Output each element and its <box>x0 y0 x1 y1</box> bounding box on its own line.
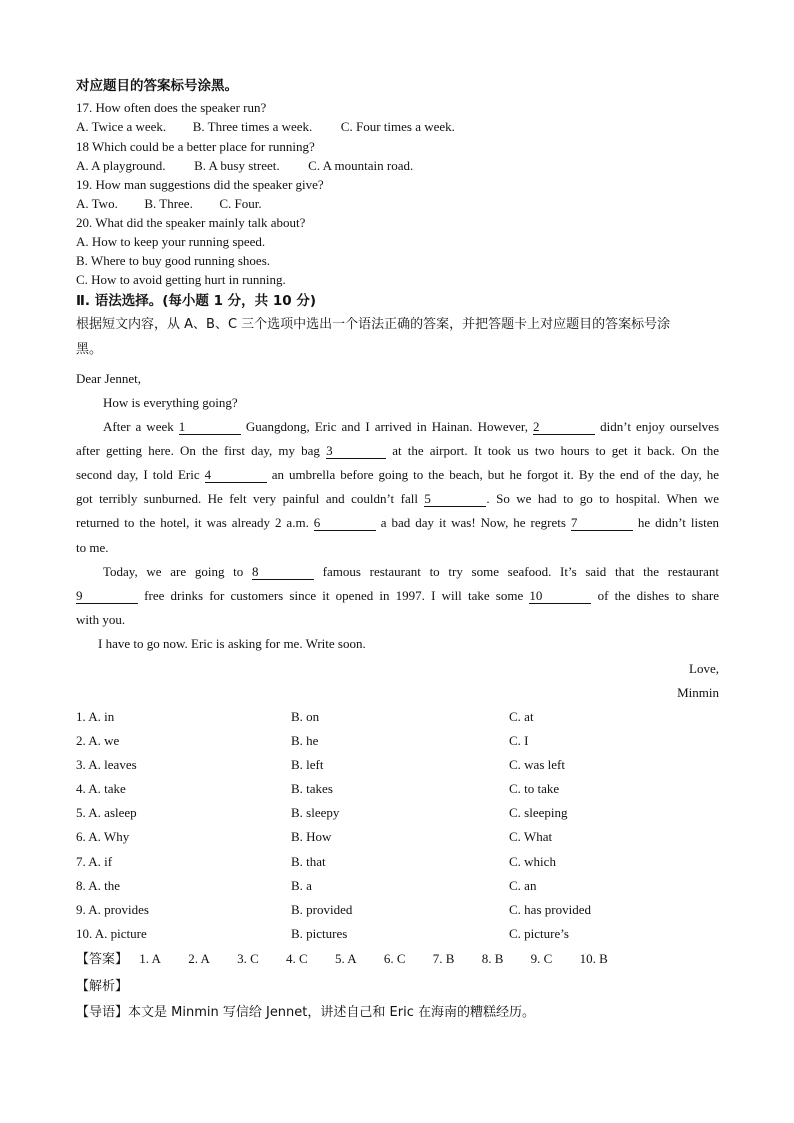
option-row-6-c: C. What <box>509 829 553 844</box>
option-row-8-c: C. an <box>509 878 537 893</box>
option-row-9-a: 9. A. provides <box>76 902 149 917</box>
option-row-8-a: 8. A. the <box>76 878 121 893</box>
analysis-label: 【解析】 <box>76 979 129 994</box>
answer: 5. A <box>334 951 357 966</box>
option-row-1-a: 1. A. in <box>76 709 115 724</box>
option-row-4-c: C. to take <box>509 781 560 796</box>
letter-line: second day, I told Eric 4 an umbrella before going to the beach, but he forgot it. By the end of the day, he <box>76 467 720 482</box>
answer: 1. A <box>139 951 161 966</box>
question-20: 20. What did the speaker mainly talk about? <box>76 215 306 230</box>
top-instruction: 对应题目的答案标号涂黑。 <box>76 78 238 94</box>
letter-paragraph-3: I have to go now. Eric is asking for me. Write soon. <box>98 636 366 651</box>
answer-label: 【答案】 <box>76 952 129 967</box>
letter-line: 9 free drinks for customers since it opened in 1997. I will take some 10 of the dishes to share <box>76 588 719 603</box>
question-17-options <box>76 119 455 135</box>
option-row-7-b: B. that <box>291 854 326 869</box>
answer: 4. C <box>286 951 308 966</box>
letter-line: got terribly sunburned. He felt very painful and couldn’t fall 5 . So we had to go to hospital. When we <box>76 491 719 506</box>
option-row-3-c: C. was left <box>509 757 565 772</box>
blank-10: 10 <box>529 589 591 604</box>
section-heading: Ⅱ. 语法选择。(每小题 1 分，共 10 分) <box>76 293 317 309</box>
blank-7: 7 <box>571 516 633 531</box>
option: C. Four. <box>219 196 262 211</box>
blank-9: 9 <box>76 589 138 604</box>
blank-1: 1 <box>179 420 241 435</box>
answer: 2. A <box>188 951 210 966</box>
option-row-8-b: B. a <box>291 878 312 893</box>
letter-closing: Love, <box>689 661 719 676</box>
letter-signature: Minmin <box>677 685 719 700</box>
option-row-6-a: 6. A. Why <box>76 829 130 844</box>
option-row-3-a: 3. A. leaves <box>76 757 137 772</box>
option-row-3-b: B. left <box>291 757 324 772</box>
option-row-5-b: B. sleepy <box>291 805 340 820</box>
option-row-4-a: 4. A. take <box>76 781 126 796</box>
option-row-5-c: C. sleeping <box>509 805 568 820</box>
option: B. A busy street. <box>194 158 280 173</box>
answer: 6. C <box>383 951 406 966</box>
letter-line: after getting here. On the first day, my bag 3 at the airport. It took us two hours to get it back. On the <box>76 443 719 458</box>
question-17: 17. How often does the speaker run? <box>76 100 267 115</box>
option-row-10-b: B. pictures <box>291 926 348 941</box>
option-row-2-a: 2. A. we <box>76 733 120 748</box>
option-row-1-c: C. at <box>509 709 534 724</box>
blank-3: 3 <box>326 444 386 459</box>
question-20-option-c: C. How to avoid getting hurt in running. <box>76 272 286 287</box>
blank-5: 5 <box>424 492 486 507</box>
letter-greeting: Dear Jennet, <box>76 371 141 386</box>
answer-key <box>76 951 608 968</box>
answer: 9. C <box>530 951 553 966</box>
question-19-options <box>76 196 262 212</box>
letter-line: After a week 1 Guangdong, Eric and I arrived in Hainan. However, 2 didn’t enjoy ourselves <box>103 419 720 434</box>
option: C. Four times a week. <box>340 119 455 134</box>
option: B. Three times a week. <box>192 119 313 134</box>
option: A. Twice a week. <box>76 119 167 134</box>
question-20-option-b: B. Where to buy good running shoes. <box>76 253 271 268</box>
letter-line: returned to the hotel, it was already 2 a.m. 6 a bad day it was! Now, he regrets 7 he didn’t listen <box>76 515 720 530</box>
section-instruction-cont: 黑。 <box>76 342 103 357</box>
letter-line: to me. <box>76 540 109 555</box>
letter-line: with you. <box>76 612 126 627</box>
option-row-6-b: B. How <box>291 829 332 844</box>
option-row-10-c: C. picture’s <box>509 926 569 941</box>
option-row-2-c: C. I <box>509 733 529 748</box>
blank-2: 2 <box>533 420 595 435</box>
question-19: 19. How man suggestions did the speaker give? <box>76 177 324 192</box>
option: A. A playground. <box>76 158 166 173</box>
answer: 7. B <box>432 951 455 966</box>
letter-paragraph-1: How is everything going? <box>103 395 238 410</box>
question-18: 18 Which could be a better place for running? <box>76 139 315 154</box>
option-row-9-c: C. has provided <box>509 902 591 917</box>
blank-4: 4 <box>205 468 267 483</box>
question-18-options <box>76 158 413 174</box>
blank-6: 6 <box>314 516 376 531</box>
option: B. Three. <box>144 196 193 211</box>
option-row-5-a: 5. A. asleep <box>76 805 137 820</box>
question-20-option-a: A. How to keep your running speed. <box>76 234 266 249</box>
option-row-2-b: B. he <box>291 733 319 748</box>
answer: 10. B <box>579 951 608 966</box>
letter-line: Today, we are going to 8 famous restaurant to try some seafood. It’s said that the restaurant <box>103 564 720 579</box>
section-instruction: 根据短文内容，从 A、B、C 三个选项中选出一个语法正确的答案，并把答题卡上对应题目的答案标号涂 <box>76 317 671 332</box>
option: C. A mountain road. <box>308 158 414 173</box>
answer: 3. C <box>237 951 259 966</box>
option-row-10-a: 10. A. picture <box>76 926 147 941</box>
option-row-7-c: C. which <box>509 854 556 869</box>
answer: 8. B <box>481 951 504 966</box>
option-row-4-b: B. takes <box>291 781 333 796</box>
option-row-1-b: B. on <box>291 709 320 724</box>
option: A. Two. <box>76 196 118 211</box>
option-row-9-b: B. provided <box>291 902 353 917</box>
blank-8: 8 <box>252 565 314 580</box>
option-row-7-a: 7. A. if <box>76 854 113 869</box>
intro-text: 【导语】本文是 Minmin 写信给 Jennet，讲述自己和 Eric 在海南的糟糕经历。 <box>76 1005 535 1020</box>
